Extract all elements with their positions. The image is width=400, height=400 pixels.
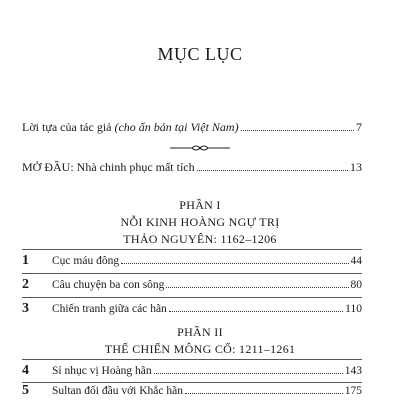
part-heading: PHẦN II [177,325,223,339]
toc-entry-label: MỞ ĐẦU: Nhà chinh phục mất tích [22,160,195,174]
chapter-title: Sỉ nhục vị Hoàng hãn [52,365,152,377]
chapter-title: Cục máu đông [52,255,120,267]
chapter-divider-line [22,382,362,383]
part-subtitle: THẾ CHIẾN MÔNG CỔ: 1211–1261 [104,342,296,356]
toc-page-number: 175 [344,385,362,397]
toc-page-number: 143 [344,365,362,377]
toc-page-number: 44 [350,255,362,267]
chapter-divider-line [22,297,362,298]
dot-leader [169,311,343,312]
chapter-title: Câu chuyện ba con sông [52,279,165,291]
toc-page-number: 80 [350,279,362,291]
toc-page-number: 110 [345,303,362,315]
toc-page-number: 13 [350,160,362,174]
toc-chapter-2[interactable] [22,278,362,292]
dot-leader [197,170,348,171]
chapter-number: 4 [22,363,29,378]
toc-chapter-5[interactable] [22,384,362,398]
dot-leader [166,287,348,288]
part-subtitle: NỖI KINH HOÀNG NGỰ TRỊ [120,215,280,229]
chapter-title: Sultan đối đầu với Khắc hãn [52,385,183,397]
dot-leader [121,263,348,264]
chapter-number: 1 [22,253,29,268]
ornament-divider-icon [170,143,230,153]
page-title: MỤC LỤC [157,44,243,64]
dot-leader [154,373,343,374]
dot-leader [241,130,354,131]
chapter-number: 5 [22,383,29,398]
part-divider-line [22,359,362,360]
part-divider-line [22,249,362,250]
chapter-title: Chiến tranh giữa các hãn [52,303,167,315]
part-subtitle: THẢO NGUYÊN: 1162–1206 [123,232,277,246]
toc-entry-introduction[interactable] [22,160,362,174]
toc-chapter-3[interactable] [22,302,362,316]
toc-chapter-4[interactable] [22,364,362,378]
toc-entry-label: Lời tựa của tác giả (cho ấn bản tại Việt Nam) [22,120,239,134]
chapter-number: 3 [22,301,29,316]
chapter-number: 2 [22,277,29,292]
toc-page-number: 7 [356,120,362,134]
toc-chapter-1[interactable] [22,254,362,268]
toc-entry-foreword[interactable] [22,120,362,134]
part-heading: PHẦN I [179,198,221,212]
dot-leader [185,393,343,394]
chapter-divider-line [22,273,362,274]
